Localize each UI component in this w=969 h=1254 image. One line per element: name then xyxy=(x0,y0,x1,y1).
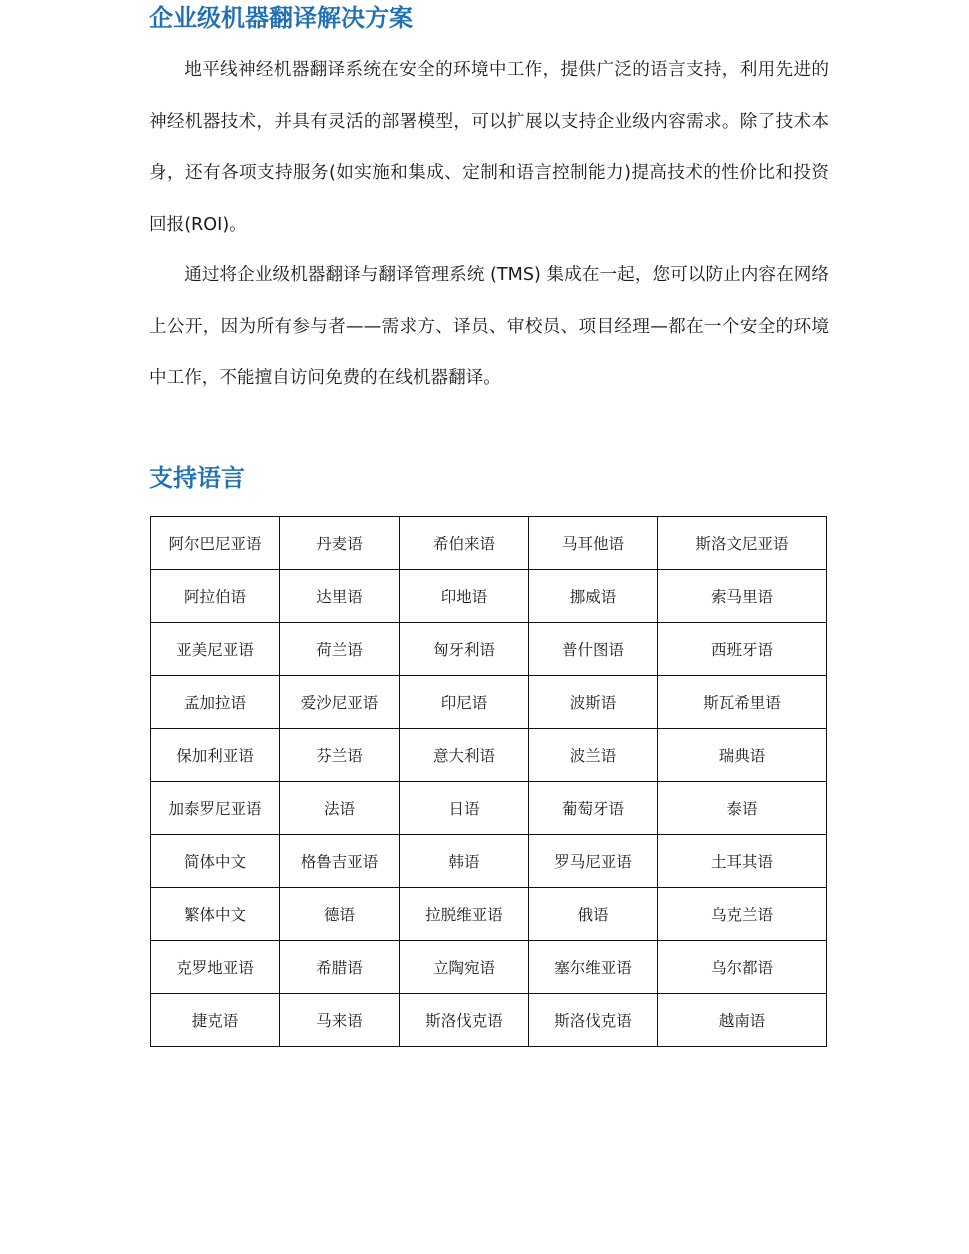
table-row xyxy=(151,994,827,1047)
language-cell: 西班牙语 xyxy=(658,623,827,676)
language-cell: 孟加拉语 xyxy=(151,676,280,729)
language-cell: 斯洛伐克语 xyxy=(529,994,658,1047)
language-cell: 达里语 xyxy=(280,570,400,623)
section-title-mt-solution: 企业级机器翻译解决方案 xyxy=(149,4,413,32)
table-row xyxy=(151,782,827,835)
language-cell: 斯瓦希里语 xyxy=(658,676,827,729)
table-row xyxy=(151,941,827,994)
language-cell: 乌克兰语 xyxy=(658,888,827,941)
language-cell: 阿拉伯语 xyxy=(151,570,280,623)
language-cell: 斯洛文尼亚语 xyxy=(658,517,827,570)
language-cell: 捷克语 xyxy=(151,994,280,1047)
language-cell: 印尼语 xyxy=(400,676,529,729)
language-cell: 荷兰语 xyxy=(280,623,400,676)
language-cell: 日语 xyxy=(400,782,529,835)
supported-languages-table xyxy=(150,516,827,1047)
language-cell: 乌尔都语 xyxy=(658,941,827,994)
language-cell: 加泰罗尼亚语 xyxy=(151,782,280,835)
language-cell: 希伯来语 xyxy=(400,517,529,570)
language-cell: 繁体中文 xyxy=(151,888,280,941)
language-cell: 马来语 xyxy=(280,994,400,1047)
table-row xyxy=(151,517,827,570)
table-row xyxy=(151,888,827,941)
language-cell: 罗马尼亚语 xyxy=(529,835,658,888)
language-cell: 克罗地亚语 xyxy=(151,941,280,994)
table-row xyxy=(151,623,827,676)
language-cell: 丹麦语 xyxy=(280,517,400,570)
language-cell: 格鲁吉亚语 xyxy=(280,835,400,888)
language-cell: 芬兰语 xyxy=(280,729,400,782)
intro-paragraph: 地平线神经机器翻译系统在安全的环境中工作，提供广泛的语言支持，利用先进的神经机器技术，并具有灵活的部署模型，可以扩展以支持企业级内容需求。除了技术本身，还有各项支持服务(如实施和集成、定制和语言控制能力)提高技术的性价比和投资回报(ROI)。 xyxy=(149,60,829,235)
language-cell: 斯洛伐克语 xyxy=(400,994,529,1047)
language-cell: 塞尔维亚语 xyxy=(529,941,658,994)
languages-table-body xyxy=(151,517,827,1047)
language-cell: 法语 xyxy=(280,782,400,835)
language-cell: 德语 xyxy=(280,888,400,941)
table-row xyxy=(151,729,827,782)
language-cell: 泰语 xyxy=(658,782,827,835)
language-cell: 立陶宛语 xyxy=(400,941,529,994)
table-row xyxy=(151,570,827,623)
language-cell: 土耳其语 xyxy=(658,835,827,888)
language-cell: 索马里语 xyxy=(658,570,827,623)
language-cell: 越南语 xyxy=(658,994,827,1047)
language-cell: 俄语 xyxy=(529,888,658,941)
language-cell: 葡萄牙语 xyxy=(529,782,658,835)
language-cell: 意大利语 xyxy=(400,729,529,782)
language-cell: 亚美尼亚语 xyxy=(151,623,280,676)
language-cell: 普什图语 xyxy=(529,623,658,676)
language-cell: 挪威语 xyxy=(529,570,658,623)
language-cell: 马耳他语 xyxy=(529,517,658,570)
language-cell: 希腊语 xyxy=(280,941,400,994)
language-cell: 波兰语 xyxy=(529,729,658,782)
language-cell: 拉脱维亚语 xyxy=(400,888,529,941)
language-cell: 韩语 xyxy=(400,835,529,888)
language-cell: 印地语 xyxy=(400,570,529,623)
table-row xyxy=(151,835,827,888)
tms-paragraph: 通过将企业级机器翻译与翻译管理系统 (TMS) 集成在一起，您可以防止内容在网络上公开，因为所有参与者——需求方、译员、审校员、项目经理—都在一个安全的环境中工作，不能擅自访问免费的在线机器翻译。 xyxy=(149,265,829,388)
language-cell: 匈牙利语 xyxy=(400,623,529,676)
language-cell: 瑞典语 xyxy=(658,729,827,782)
language-cell: 波斯语 xyxy=(529,676,658,729)
language-cell: 简体中文 xyxy=(151,835,280,888)
language-cell: 爱沙尼亚语 xyxy=(280,676,400,729)
section-title-supported-languages: 支持语言 xyxy=(149,464,245,492)
table-row xyxy=(151,676,827,729)
language-cell: 保加利亚语 xyxy=(151,729,280,782)
language-cell: 阿尔巴尼亚语 xyxy=(151,517,280,570)
